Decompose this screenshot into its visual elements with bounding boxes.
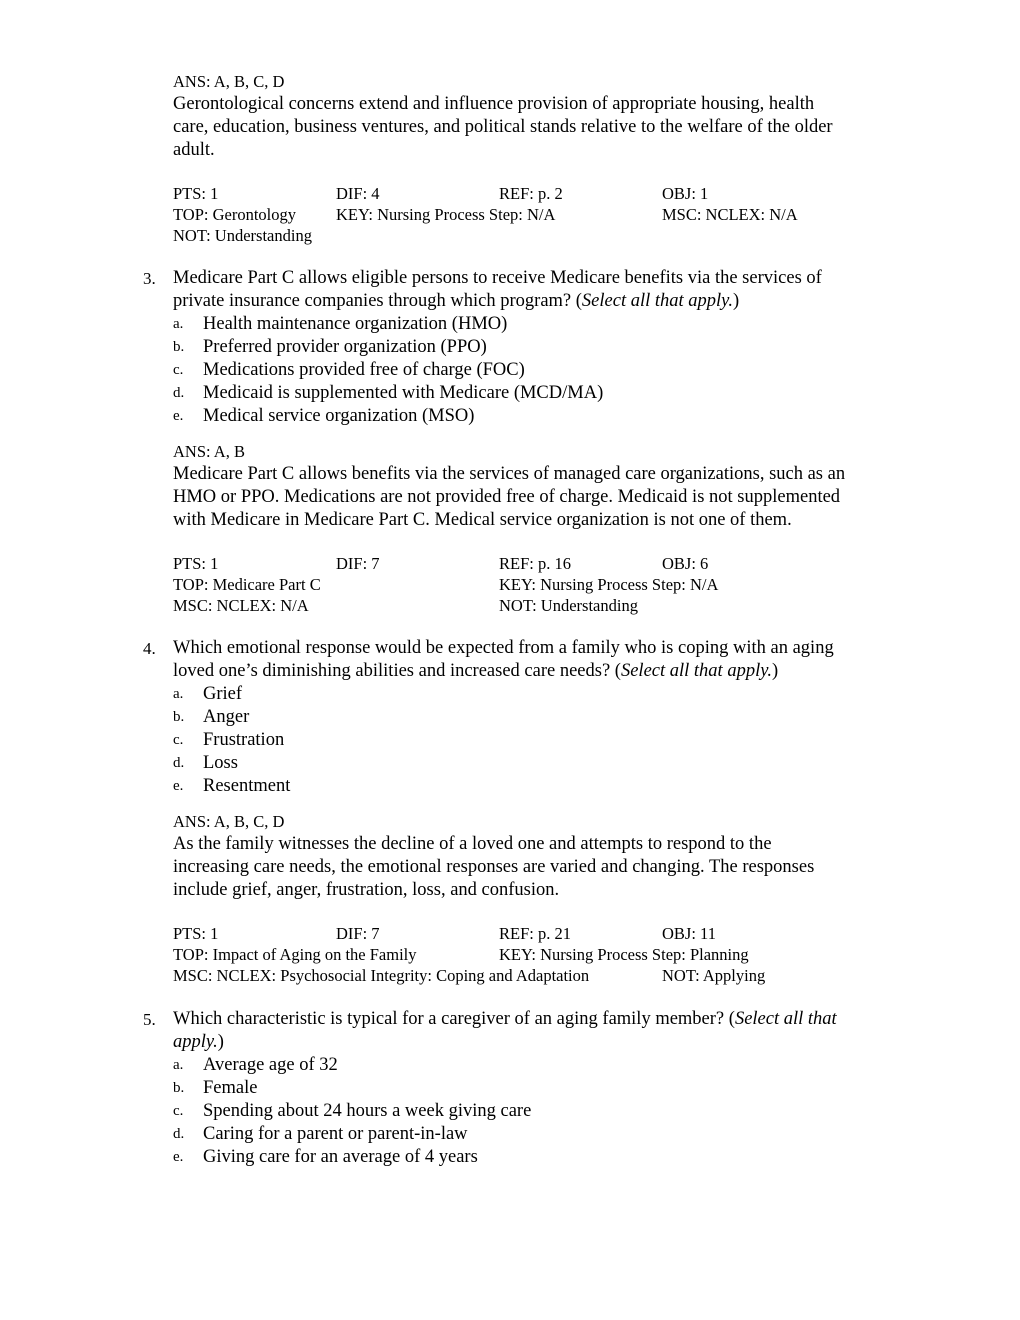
meta-ref: REF: p. 21 xyxy=(499,924,571,943)
meta-ref: REF: p. 16 xyxy=(499,554,571,573)
question-text-line: private insurance companies through which program? (Select all that apply.) xyxy=(173,291,740,311)
meta-msc: MSC: NCLEX: N/A xyxy=(173,596,309,615)
option-letter: c. xyxy=(173,732,184,748)
rationale-line: Gerontological concerns extend and influence provision of appropriate housing, health xyxy=(173,94,815,114)
question-text-line: apply.) xyxy=(173,1032,224,1052)
option-letter: c. xyxy=(173,362,184,378)
option-text: Grief xyxy=(203,684,243,704)
option-letter: e. xyxy=(173,778,184,794)
option-letter: d. xyxy=(173,1126,185,1142)
rationale-line: HMO or PPO. Medications are not provided free of charge. Medicaid is not supplemented xyxy=(173,487,841,507)
question-number: 4. xyxy=(143,639,156,658)
question-text-line: Medicare Part C allows eligible persons to receive Medicare benefits via the services of xyxy=(173,268,822,288)
meta-key: KEY: Nursing Process Step: N/A xyxy=(499,575,719,594)
option-text: Female xyxy=(203,1078,258,1098)
option-text: Resentment xyxy=(203,776,291,796)
rationale-line: care, education, business ventures, and political stands relative to the welfare of the older xyxy=(173,117,833,137)
meta-dif: DIF: 4 xyxy=(336,184,380,203)
option-letter: d. xyxy=(173,385,185,401)
meta-ref: REF: p. 2 xyxy=(499,184,563,203)
select-all-instruction: Select all that xyxy=(734,1009,837,1029)
question-text-line: Which emotional response would be expected from a family who is coping with an aging xyxy=(173,638,834,658)
question-text-line: Which characteristic is typical for a caregiver of an aging family member? (Select all that xyxy=(173,1009,837,1029)
answer-label: ANS: A, B, C, D xyxy=(173,812,285,831)
option-text: Health maintenance organization (HMO) xyxy=(203,314,508,334)
meta-pts: PTS: 1 xyxy=(173,554,219,573)
meta-pts: PTS: 1 xyxy=(173,184,219,203)
option-text: Medicaid is supplemented with Medicare (MCD/MA) xyxy=(203,383,604,403)
meta-dif: DIF: 7 xyxy=(336,924,380,943)
meta-key: KEY: Nursing Process Step: Planning xyxy=(499,945,749,964)
option-letter: b. xyxy=(173,709,185,725)
option-text: Spending about 24 hours a week giving care xyxy=(203,1101,532,1121)
question-number: 5. xyxy=(143,1010,156,1029)
question-number: 3. xyxy=(143,269,156,288)
rationale-line: Medicare Part C allows benefits via the services of managed care organizations, such as an xyxy=(173,464,846,484)
meta-key: KEY: Nursing Process Step: N/A xyxy=(336,205,556,224)
option-letter: c. xyxy=(173,1103,184,1119)
rationale-line: with Medicare in Medicare Part C. Medical service organization is not one of them. xyxy=(173,510,792,530)
select-all-instruction: Select all that apply. xyxy=(581,291,733,311)
rationale-line: adult. xyxy=(173,140,215,160)
option-text: Medications provided free of charge (FOC) xyxy=(203,360,525,380)
meta-not: NOT: Applying xyxy=(662,966,766,985)
option-letter: b. xyxy=(173,339,185,355)
meta-top: TOP: Gerontology xyxy=(173,205,296,224)
answer-label: ANS: A, B, C, D xyxy=(173,72,285,91)
option-letter: a. xyxy=(173,316,184,332)
question-text-line: loved one’s diminishing abilities and increased care needs? (Select all that apply.) xyxy=(173,661,779,681)
rationale-line: As the family witnesses the decline of a loved one and attempts to respond to the xyxy=(173,834,772,854)
option-letter: e. xyxy=(173,408,184,424)
option-text: Caring for a parent or parent-in-law xyxy=(203,1124,468,1144)
option-text: Average age of 32 xyxy=(203,1055,338,1075)
meta-pts: PTS: 1 xyxy=(173,924,219,943)
meta-not: NOT: Understanding xyxy=(173,226,312,245)
meta-obj: OBJ: 1 xyxy=(662,184,709,203)
option-letter: a. xyxy=(173,686,184,702)
option-letter: d. xyxy=(173,755,185,771)
answer-label: ANS: A, B xyxy=(173,442,245,461)
meta-dif: DIF: 7 xyxy=(336,554,380,573)
option-text: Giving care for an average of 4 years xyxy=(203,1147,478,1167)
rationale-line: include grief, anger, frustration, loss, and confusion. xyxy=(173,880,560,900)
rationale-line: increasing care needs, the emotional responses are varied and changing. The responses xyxy=(173,857,815,877)
meta-obj: OBJ: 6 xyxy=(662,554,709,573)
meta-obj: OBJ: 11 xyxy=(662,924,716,943)
select-all-instruction: apply. xyxy=(173,1032,218,1052)
meta-not: NOT: Understanding xyxy=(499,596,638,615)
option-text: Loss xyxy=(203,753,238,773)
meta-msc: MSC: NCLEX: Psychosocial Integrity: Coping and Adaptation xyxy=(173,966,590,985)
option-letter: b. xyxy=(173,1080,185,1096)
meta-msc: MSC: NCLEX: N/A xyxy=(662,205,798,224)
meta-top: TOP: Impact of Aging on the Family xyxy=(173,945,417,964)
select-all-instruction: Select all that apply. xyxy=(620,661,773,681)
option-letter: e. xyxy=(173,1149,184,1165)
option-text: Anger xyxy=(203,707,250,727)
option-text: Preferred provider organization (PPO) xyxy=(203,337,487,357)
option-text: Medical service organization (MSO) xyxy=(203,406,475,426)
option-letter: a. xyxy=(173,1057,184,1073)
option-text: Frustration xyxy=(203,730,285,750)
meta-top: TOP: Medicare Part C xyxy=(173,575,321,594)
